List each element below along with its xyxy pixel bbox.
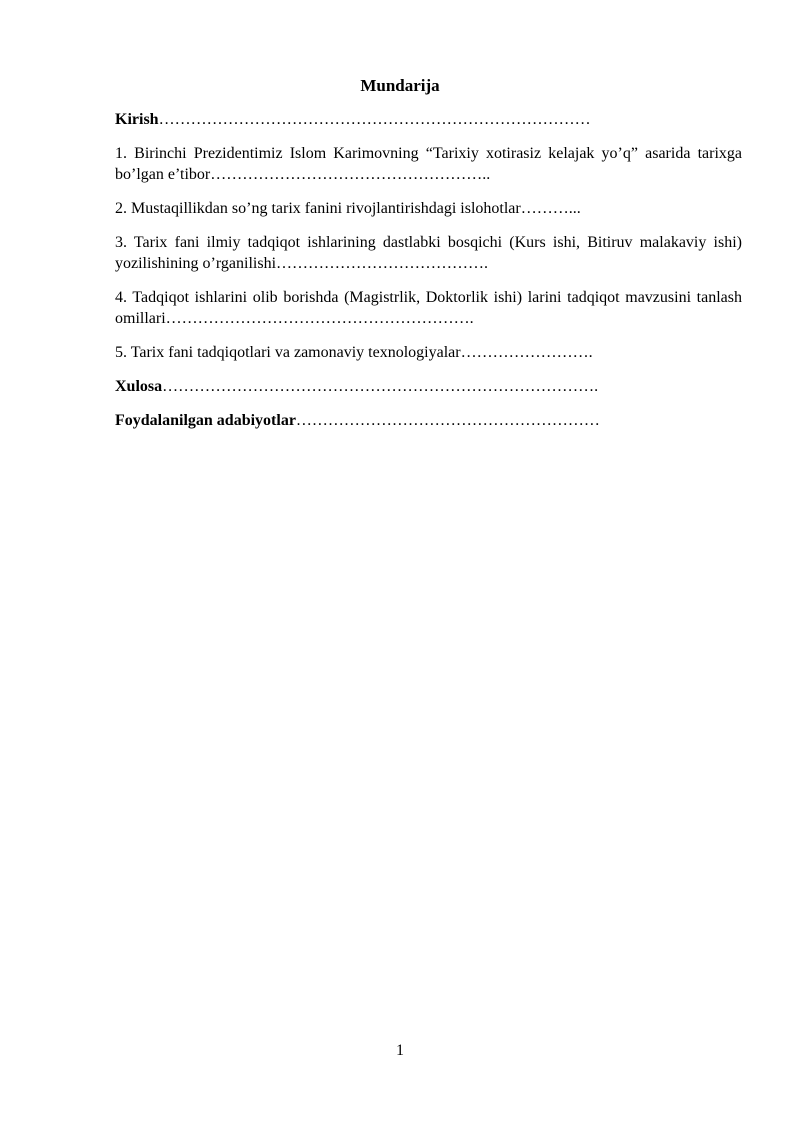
toc-entry-2 (115, 198, 742, 219)
toc-entry-text: 5. Tarix fani tadqiqotlari va zamonaviy texnologiyalar (115, 344, 461, 361)
toc-entry-text: 3. Tarix fani ilmiy tadqiqot ishlarining dastlabki bosqichi (Kurs ishi, Bitiruv malakaviy ishi) yozilishining o’rganilishi (115, 234, 742, 272)
toc-entry-leader: ………... (520, 200, 581, 217)
toc-entry-introduction (115, 109, 742, 130)
toc-entry-conclusion (115, 376, 742, 397)
toc-entry-text: 4. Tadqiqot ishlarini olib borishda (Magistrlik, Doktorlik ishi) larini tadqiqot mavzusini tanlash omillari (115, 289, 742, 327)
toc-entry-heading: Foydalanilgan adabiyotlar (115, 412, 296, 429)
toc-entry-4 (115, 287, 742, 329)
page-title: Mundarija (360, 76, 440, 95)
toc-entry-leader: ………………………………………………………………………. (162, 378, 599, 395)
toc-entry-leader: …………………………………………………. (165, 310, 474, 327)
toc-entry-leader: ……………………. (460, 344, 593, 361)
toc-entry-1 (115, 143, 742, 185)
toc-entry-leader: …………………………………………….. (210, 166, 491, 183)
toc-entry-heading: Xulosa (115, 378, 163, 395)
toc-entry-3 (115, 232, 742, 274)
toc-entry-5 (115, 342, 742, 363)
toc-entry-references (115, 410, 742, 431)
toc-entry-text: 2. Mustaqillikdan so’ng tarix fanini rivojlantirishdagi islohotlar (115, 200, 521, 217)
toc-entry-leader: …………………………………. (276, 255, 489, 272)
toc-entry-heading: Kirish (115, 111, 159, 128)
toc-entry-leader: ………………………………………………… (295, 412, 600, 429)
toc-entry-text: 1. Birinchi Prezidentimiz Islom Karimovning “Tarixiy xotirasiz kelajak yo’q” asarida tarixga bo’lgan e’tibor (115, 145, 742, 183)
table-of-contents (115, 109, 742, 444)
page-number: 1 (396, 1042, 404, 1059)
toc-entry-leader: ……………………………………………………………………… (158, 111, 591, 128)
